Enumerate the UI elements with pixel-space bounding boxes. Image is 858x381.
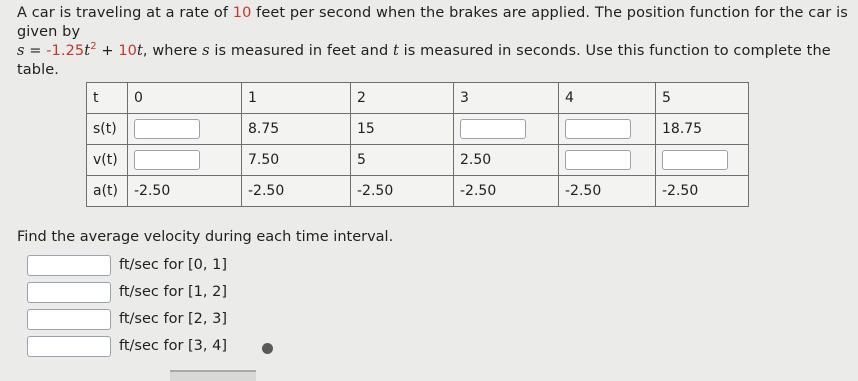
answer-row-2-3 bbox=[27, 308, 227, 330]
table-cell-input bbox=[128, 114, 242, 145]
table-cell-input bbox=[559, 145, 656, 176]
var-s: s bbox=[202, 43, 210, 59]
problem-text: feet per second when the brakes are applied. The position function for the car is given by bbox=[17, 5, 848, 40]
row-label: a(t) bbox=[87, 176, 128, 207]
find-instruction: Find the average velocity during each time interval. bbox=[17, 229, 394, 245]
table-cell-input bbox=[559, 114, 656, 145]
var-t: t bbox=[392, 43, 399, 59]
answer-input[interactable] bbox=[27, 336, 111, 357]
problem-statement bbox=[17, 4, 852, 80]
cursor-dot-icon bbox=[262, 343, 273, 354]
table-row bbox=[87, 114, 749, 145]
table-row bbox=[87, 176, 749, 207]
var-t: t bbox=[136, 43, 143, 59]
answer-input[interactable] bbox=[27, 255, 111, 276]
coef-a: -1.25 bbox=[46, 43, 85, 59]
answer-label: ft/sec for [3, 4] bbox=[119, 338, 228, 354]
table-cell: -2.50 bbox=[351, 176, 454, 207]
problem-text: A car is traveling at a rate of bbox=[17, 5, 233, 21]
table-cell: 2 bbox=[351, 83, 454, 114]
answer-input[interactable] bbox=[662, 150, 728, 170]
rate-value: 10 bbox=[232, 5, 252, 21]
table-cell: 0 bbox=[128, 83, 242, 114]
table-row bbox=[87, 83, 749, 114]
row-label: s(t) bbox=[87, 114, 128, 145]
answer-input[interactable] bbox=[27, 282, 111, 303]
plus-sign: + bbox=[96, 43, 119, 59]
table-cell: 1 bbox=[242, 83, 351, 114]
answer-label: ft/sec for [2, 3] bbox=[119, 311, 228, 327]
table-cell: 5 bbox=[351, 145, 454, 176]
table-cell: 15 bbox=[351, 114, 454, 145]
table-cell-input bbox=[128, 145, 242, 176]
answer-row-3-4 bbox=[27, 335, 227, 357]
table-cell: 7.50 bbox=[242, 145, 351, 176]
equals-sign: = bbox=[24, 43, 47, 59]
bottom-button-fragment[interactable] bbox=[170, 370, 256, 381]
answer-label: ft/sec for [0, 1] bbox=[119, 257, 228, 273]
var-t: t bbox=[84, 43, 91, 59]
answer-input[interactable] bbox=[27, 309, 111, 330]
answer-input[interactable] bbox=[565, 150, 631, 170]
table-cell: -2.50 bbox=[656, 176, 749, 207]
answer-input[interactable] bbox=[134, 150, 200, 170]
answer-row-1-2 bbox=[27, 281, 227, 303]
table-cell: -2.50 bbox=[242, 176, 351, 207]
answer-input[interactable] bbox=[134, 119, 200, 139]
table-row bbox=[87, 145, 749, 176]
table-cell: 5 bbox=[656, 83, 749, 114]
table-cell: -2.50 bbox=[559, 176, 656, 207]
values-table bbox=[86, 82, 749, 207]
answer-label: ft/sec for [1, 2] bbox=[119, 284, 228, 300]
exponent: 2 bbox=[90, 41, 97, 53]
table-cell: 8.75 bbox=[242, 114, 351, 145]
table-cell: 18.75 bbox=[656, 114, 749, 145]
table-cell: -2.50 bbox=[128, 176, 242, 207]
table-cell: 4 bbox=[559, 83, 656, 114]
row-label: v(t) bbox=[87, 145, 128, 176]
answer-input[interactable] bbox=[565, 119, 631, 139]
problem-text: is measured in feet and bbox=[209, 43, 393, 59]
table-cell: 3 bbox=[454, 83, 559, 114]
table-cell-input bbox=[656, 145, 749, 176]
answer-row-0-1 bbox=[27, 254, 227, 276]
table-cell: 2.50 bbox=[454, 145, 559, 176]
table-cell: -2.50 bbox=[454, 176, 559, 207]
answer-input[interactable] bbox=[460, 119, 526, 139]
row-label: t bbox=[87, 83, 128, 114]
problem-text: is measured in seconds. Use this function to complete the table. bbox=[17, 43, 831, 78]
coef-b: 10 bbox=[118, 43, 137, 59]
var-s: s bbox=[17, 43, 25, 59]
table-cell-input bbox=[454, 114, 559, 145]
problem-text: , where bbox=[142, 43, 203, 59]
